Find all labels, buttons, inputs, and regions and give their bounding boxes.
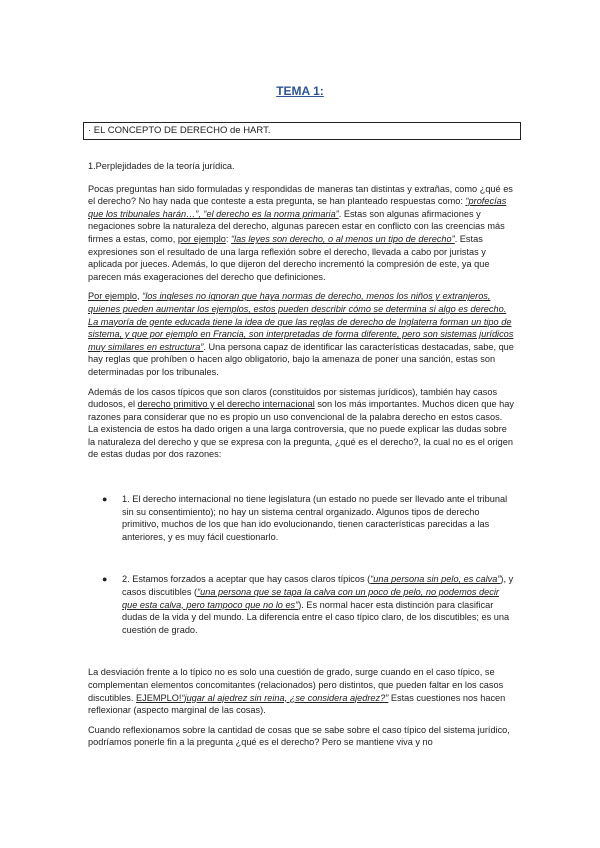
text: ), y casos discutibles ( xyxy=(122,574,514,598)
quote: “una persona sin pelo, es calva” xyxy=(370,574,501,585)
text: Estas cuestiones nos hacen reflexionar (aspecto marginal de las cosas). xyxy=(88,692,506,716)
paragraph-5: Cuando reflexionamos sobre la cantidad de cosas que se sabe sobre el caso típico del sistema jurídico, podríamos ponerle fin a la pregunta ¿qué es el derecho? Pero se mantiene viva y no xyxy=(88,724,510,748)
section-heading-box: · EL CONCEPTO DE DERECHO de HART. xyxy=(83,122,521,140)
paragraph-1 xyxy=(88,183,514,284)
paragraph-3 xyxy=(88,386,514,462)
underlined-term: derecho primitivo y el derecho internacional xyxy=(137,399,315,410)
page-title: TEMA 1: xyxy=(276,84,324,98)
example-label: EJEMPLO! xyxy=(136,692,182,703)
text: , xyxy=(137,291,143,302)
quote: “profecías que los tribunales harán…”, “el derecho es la norma primaria” xyxy=(88,196,507,219)
text: . Una persona capaz de identificar las características destacadas, sabe, que hay reglas que prohíben o hacen algo obligatorio, bajo la amenaza de poner una sanción, estas son determinadas por los tribunales. xyxy=(88,341,514,377)
text: La desviación frente a lo típico no es solo una cuestión de grado, surge cuando en el caso típico, se complementan elementos concomitantes (relacionados) pero distintos, que pueden faltar en los casos discutibles. xyxy=(88,667,504,703)
quote: “los ingleses no ignoran que haya normas de derecho, menos los niños y extranjeros, quienes pueden aumentar los ejemplos, estos pueden describir cómo se determina si algo es derecho. La mayoría de gente educada tiene la idea de que las reglas de derecho de Inglaterra forman un tipo de sistema, y que por ejemplo en Francia, son interpretadas de forma diferente, pero son sistemas jurídicos muy similares en estructura” xyxy=(88,291,514,352)
text: . Estas expresiones son el resultado de una larga reflexión sobre el derecho, llevada a cabo por juristas y aplicada por jueces. Además, lo que dijeron del derecho incrementó la compresión de este, ya que parecen más exageraciones del derecho que definiciones. xyxy=(88,233,490,282)
example-label: Por ejemplo xyxy=(88,291,138,302)
text: . Estas son algunas afirmaciones y negaciones sobre la naturaleza del derecho, algunas parecen estar en conflicto con las creencias más firmes a estas, como, xyxy=(88,208,505,244)
reasons-list xyxy=(88,493,514,636)
paragraph-4 xyxy=(88,666,514,716)
paragraph-2 xyxy=(88,290,514,378)
text: Pocas preguntas han sido formuladas y respondidas de maneras tan distintas y extrañas, como ¿qué es el derecho? No hay nada que conteste a esta pregunta, se han planteado respuestas como: xyxy=(88,183,513,207)
text: Además de los casos típicos que son claros (constituidos por sistemas jurídicos), también hay casos dudosos, el xyxy=(88,386,498,410)
text: 2. Estamos forzados a aceptar que hay casos claros típicos ( xyxy=(122,574,371,585)
document-body xyxy=(88,160,514,756)
quote: “jugar al ajedrez sin reina, ¿se considera ajedrez?” xyxy=(181,692,389,703)
bullet-icon: ● xyxy=(102,494,108,505)
bullet-icon: ● xyxy=(102,574,108,585)
text: : xyxy=(225,233,231,244)
quote: “una persona que se tapa la calva con un poco de pelo, no podemos decir que esta calva, pero tampoco que no lo es” xyxy=(122,587,499,610)
text: 1. El derecho internacional no tiene legislatura (un estado no puede ser llevado ante el tribunal sin su consentimiento); no hay un sistema central organizado. Algunos tipos de derecho primitivo, muchos de los que han ido evolucionando, tienen características parecidas a las anteriores, y es muy fácil cuestionarlo. xyxy=(122,494,508,542)
list-item xyxy=(88,493,514,543)
example-label: por ejemplo xyxy=(177,233,226,244)
quote: “las leyes son derecho, o al menos un tipo de derecho” xyxy=(231,233,455,244)
subheading: 1.Perplejidades de la teoría jurídica. xyxy=(88,161,235,171)
text: ). Es normal hacer esta distinción para clasificar dudas de la vida y del mundo. La diferencia entre el caso típico claro, de los discutibles; es una cuestión de grado. xyxy=(122,599,510,635)
text: son los más importantes. Muchos dicen que hay razones para considerar que no es propio un uso convencional de la palabra derecho en estos casos. La existencia de estos ha dado origen a una larga controversia, que no puede explicar las dudas sobre la naturaleza del derecho y que se expresa con la pregunta, ¿qué es el derecho?, la cual no es el origen de estas dudas por dos razones: xyxy=(88,399,514,460)
list-item xyxy=(88,573,514,636)
